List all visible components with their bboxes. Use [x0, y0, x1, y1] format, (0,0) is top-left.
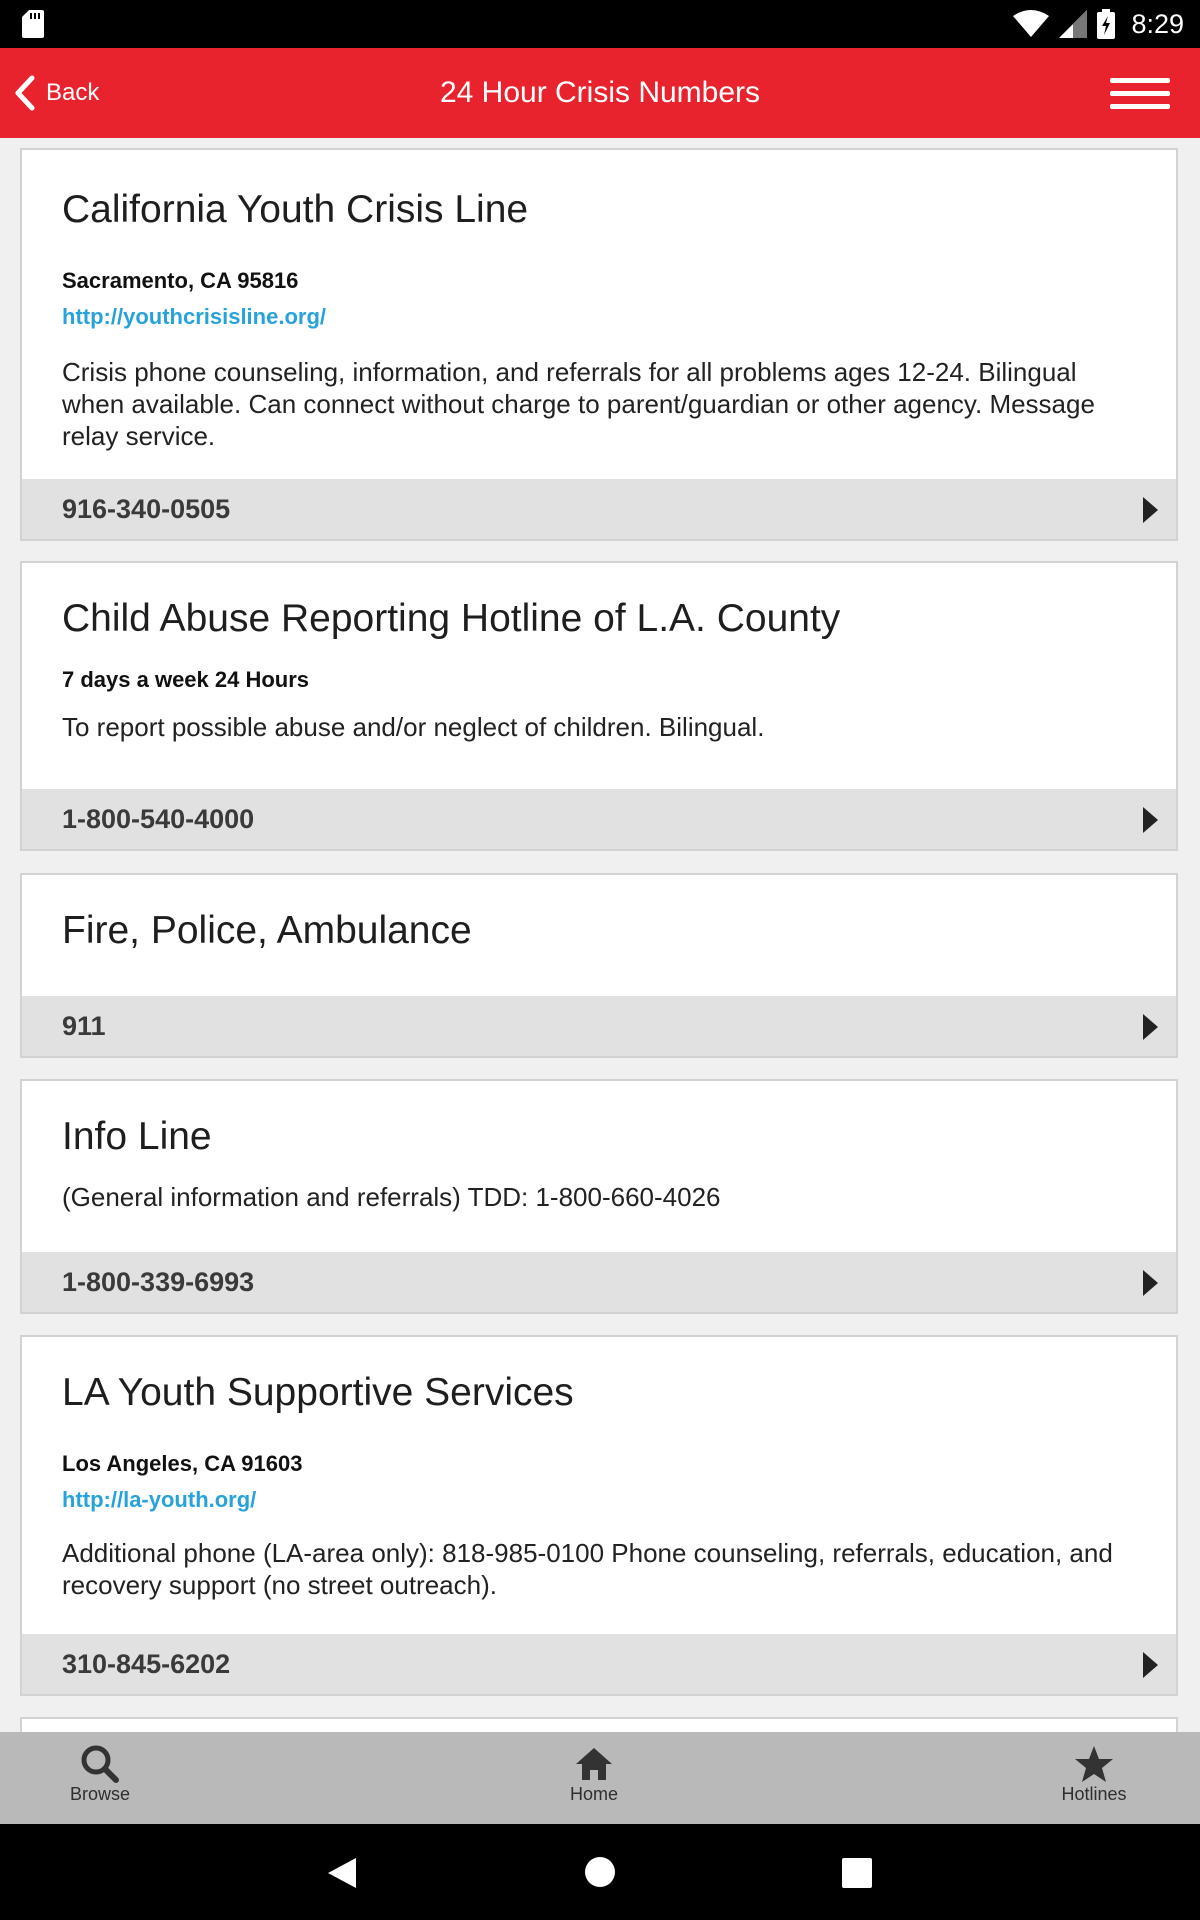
play-arrow-icon	[1143, 497, 1158, 523]
phone-number: 916-340-0505	[62, 494, 231, 524]
signal-icon	[1059, 10, 1087, 38]
call-button[interactable]	[22, 1252, 1176, 1312]
status-bar	[0, 0, 1200, 48]
bottom-navigation	[0, 1732, 1200, 1824]
wifi-icon	[1013, 10, 1049, 38]
play-arrow-icon	[1143, 1270, 1158, 1296]
hotline-card-partial	[20, 1717, 1178, 1732]
sd-card-icon	[22, 10, 44, 38]
hotline-card	[20, 561, 1178, 851]
card-address: Sacramento, CA 95816	[62, 268, 299, 293]
card-title: California Youth Crisis Line	[62, 188, 529, 231]
status-time: 8:29	[1131, 8, 1184, 39]
hotline-card	[20, 873, 1178, 1058]
card-website-link[interactable]: http://youthcrisisline.org/	[62, 304, 327, 329]
card-website-link[interactable]: http://la-youth.org/	[62, 1487, 257, 1512]
phone-number: 1-800-540-4000	[62, 804, 255, 834]
back-label: Back	[46, 79, 100, 106]
call-button[interactable]	[22, 789, 1176, 849]
nav-hotlines-label: Hotlines	[1061, 1784, 1127, 1804]
nav-home-label: Home	[569, 1784, 618, 1804]
card-address: Los Angeles, CA 91603	[62, 1451, 303, 1476]
hotline-card	[20, 148, 1178, 541]
phone-number: 1-800-339-6993	[62, 1267, 255, 1297]
hamburger-menu-icon[interactable]	[1110, 78, 1170, 110]
nav-home[interactable]	[524, 1732, 664, 1824]
card-description: Additional phone (LA-area only): 818-985-0100 Phone counseling, referrals, education, and recovery support (no street outreach).	[62, 1538, 1113, 1600]
nav-browse[interactable]	[30, 1732, 170, 1824]
battery-charging-icon	[1097, 9, 1115, 39]
nav-hotlines[interactable]	[1024, 1732, 1164, 1824]
card-hours: 7 days a week 24 Hours	[62, 667, 310, 692]
phone-number: 911	[62, 1011, 106, 1041]
card-description: Crisis phone counseling, information, and referrals for all problems ages 12-24. Bilingual when available. Can connect without charge to parent/guardian or other agency. Message relay service.	[62, 357, 1095, 451]
hotline-list[interactable]	[0, 138, 1200, 1732]
system-navigation-bar	[0, 1824, 1200, 1920]
play-arrow-icon	[1143, 1652, 1158, 1678]
search-icon	[80, 1744, 120, 1784]
back-triangle-icon[interactable]	[326, 1856, 358, 1890]
call-button[interactable]	[22, 1634, 1176, 1694]
hotline-card	[20, 1335, 1178, 1696]
page-title: 24 Hour Crisis Numbers	[439, 76, 761, 109]
home-icon	[574, 1744, 614, 1784]
star-icon	[1074, 1744, 1114, 1784]
play-arrow-icon	[1143, 1014, 1158, 1040]
home-circle-icon[interactable]	[584, 1856, 616, 1888]
nav-browse-label: Browse	[69, 1784, 131, 1804]
recents-square-icon[interactable]	[842, 1858, 872, 1888]
card-title: LA Youth Supportive Services	[62, 1371, 574, 1414]
card-title: Info Line	[62, 1115, 212, 1158]
call-button[interactable]	[22, 479, 1176, 539]
card-description: (General information and referrals) TDD: 1-800-660-4026	[62, 1182, 721, 1212]
card-title: Child Abuse Reporting Hotline of L.A. County	[62, 597, 841, 640]
hotline-card	[20, 1079, 1178, 1314]
phone-number: 310-845-6202	[62, 1649, 231, 1679]
card-description: To report possible abuse and/or neglect of children. Bilingual.	[62, 712, 765, 742]
play-arrow-icon	[1143, 807, 1158, 833]
call-button[interactable]	[22, 996, 1176, 1056]
app-header	[0, 48, 1200, 138]
card-title: Fire, Police, Ambulance	[62, 909, 472, 952]
